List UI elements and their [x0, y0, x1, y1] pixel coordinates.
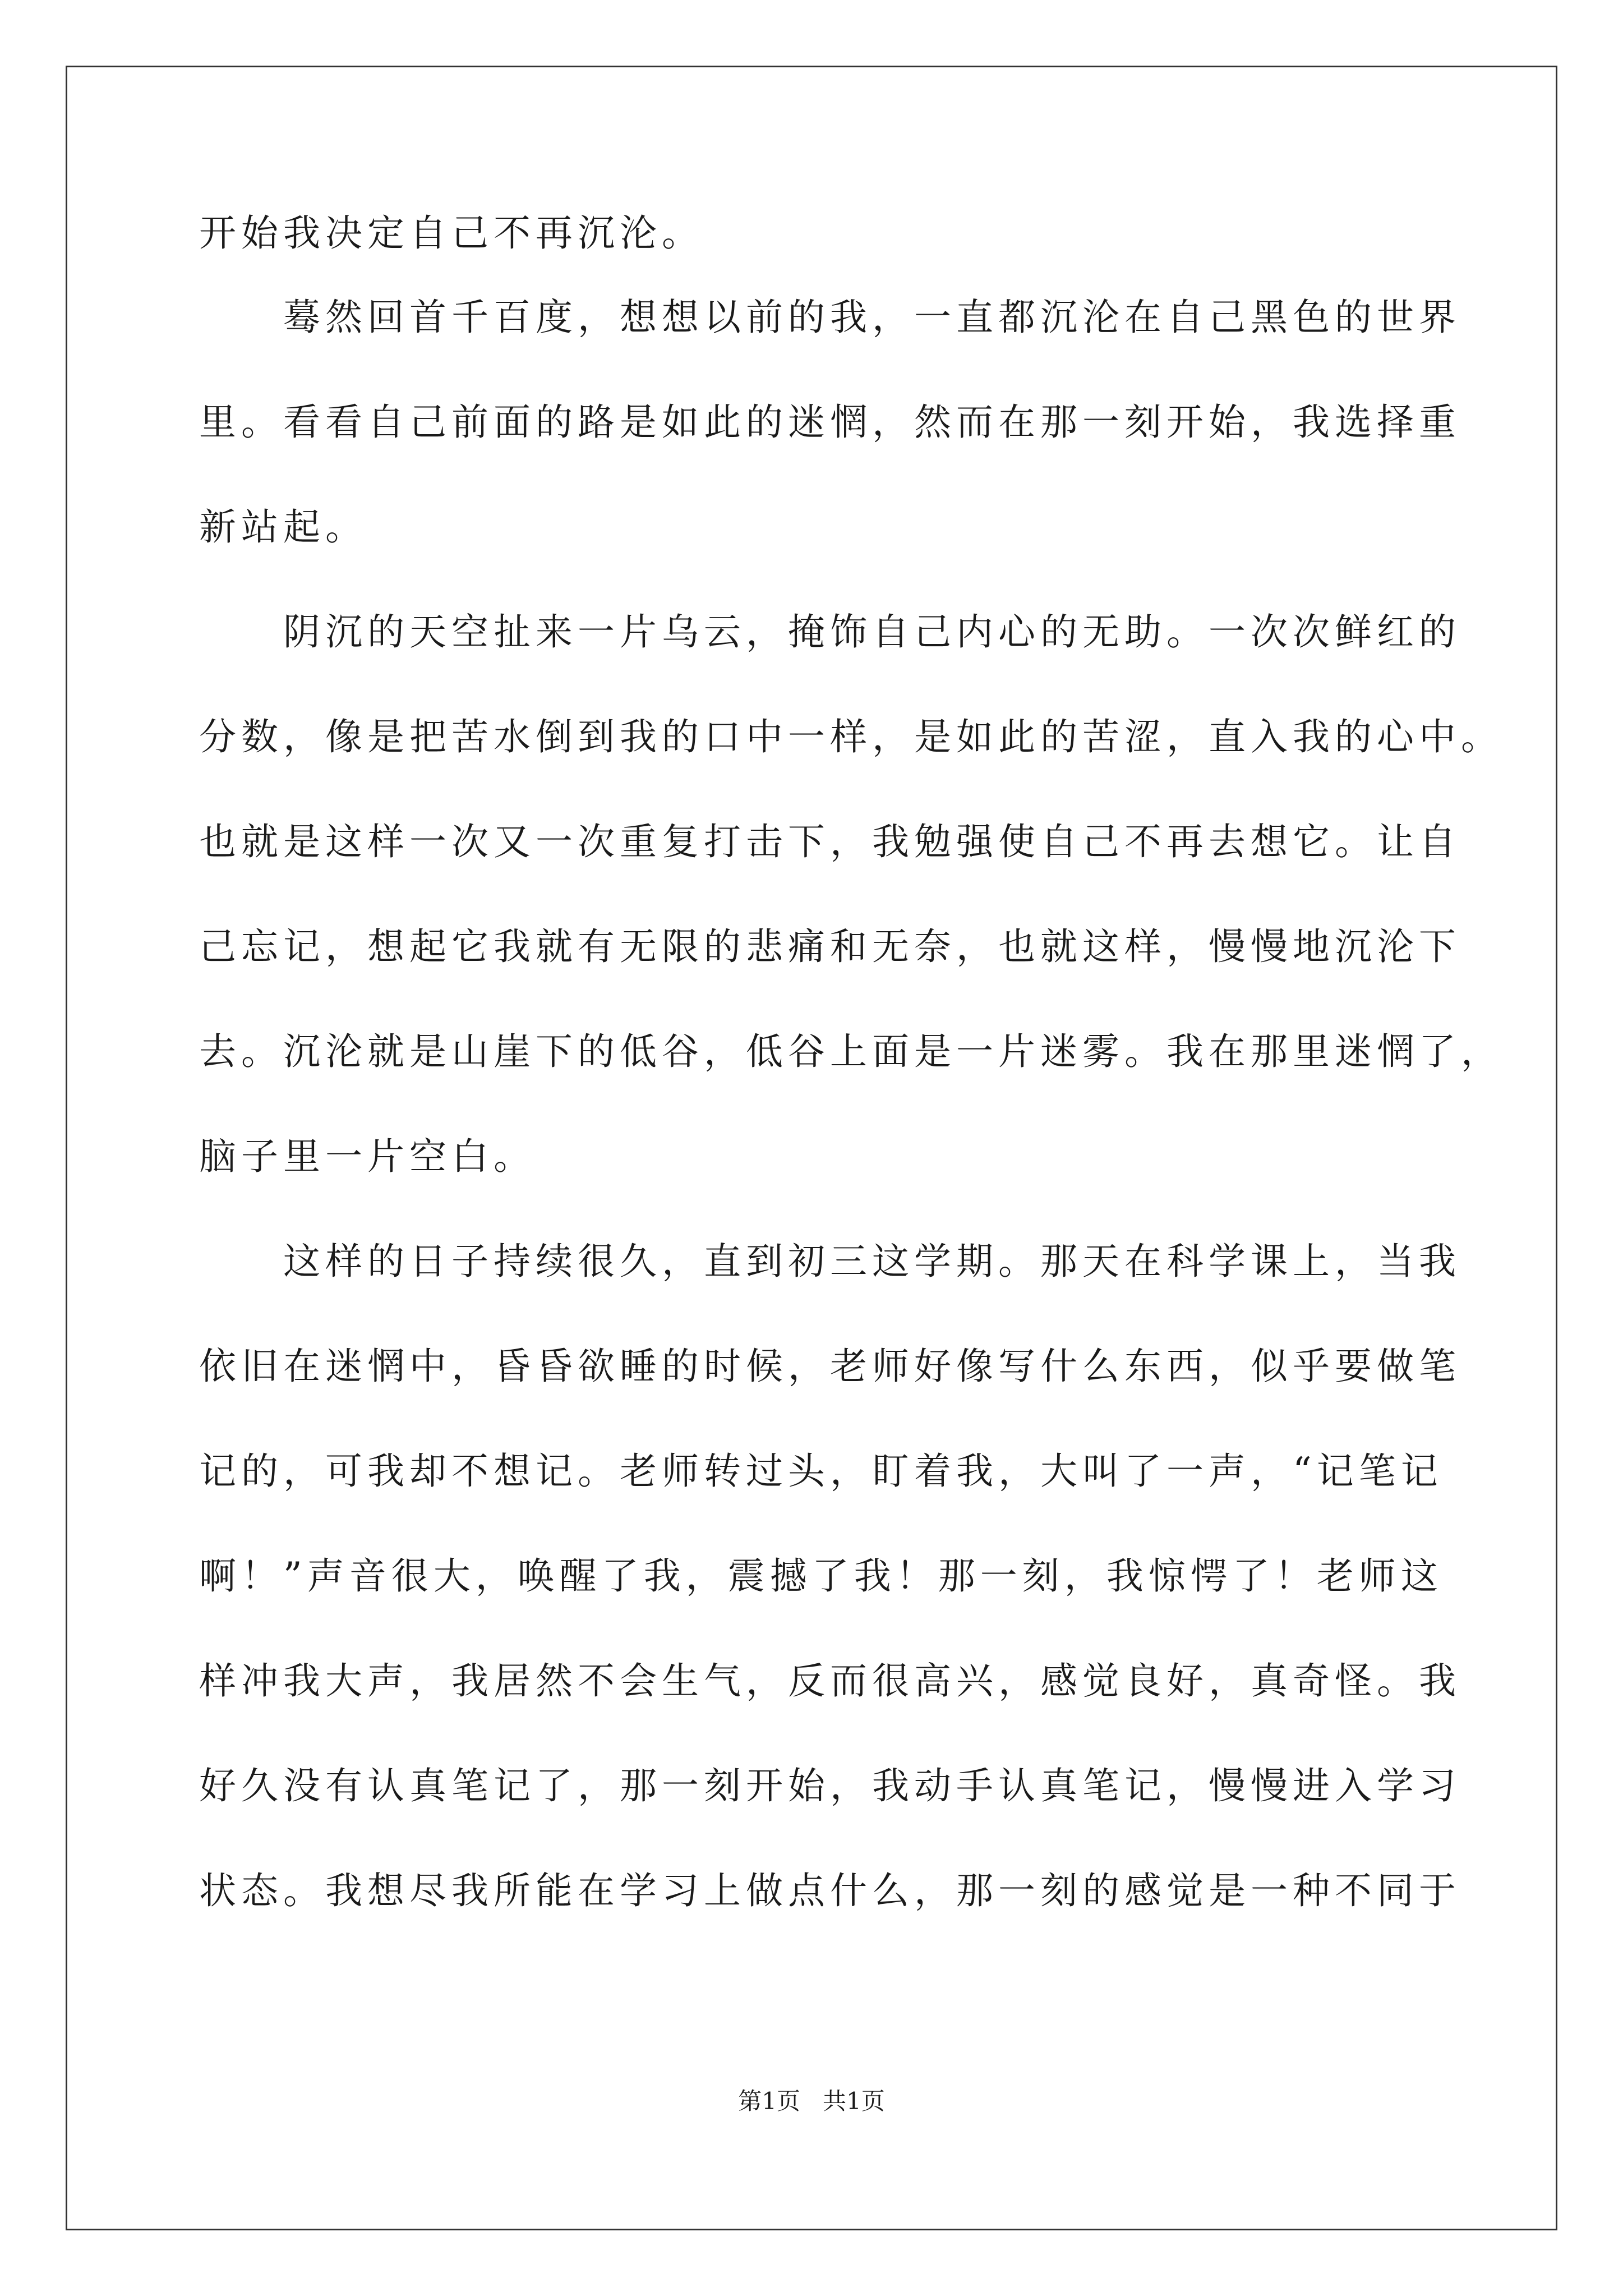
page-number-footer: 第1页 共1页: [738, 2087, 885, 2115]
text-line-1: 开始我决定自己不再沉沦。: [199, 211, 704, 255]
text-line: 己忘记，想起它我就有无限的悲痛和无奈，也就这样，慢慢地沉沦下: [199, 925, 1461, 968]
text-line: 分数，像是把苦水倒到我的口中一样，是如此的苦涩，直入我的心中。: [199, 715, 1503, 758]
text-line: 样冲我大声，我居然不会生气，反而很高兴，感觉良好，真奇怪。我: [199, 1659, 1461, 1703]
paragraph-start-line: 这样的日子持续很久，直到初三这学期。那天在科学课上，当我: [283, 1240, 1461, 1283]
text-line: 也就是这样一次又一次重复打击下，我勉强使自己不再去想它。让自: [199, 820, 1461, 863]
text-line: 里。看看自己前面的路是如此的迷惘，然而在那一刻开始，我选择重: [199, 401, 1461, 444]
text-line: 好久没有认真笔记了，那一刻开始，我动手认真笔记，慢慢进入学习: [199, 1764, 1461, 1807]
paragraph-start-line: 蓦然回首千百度，想想以前的我，一直都沉沦在自己黑色的世界: [283, 296, 1461, 339]
paragraph-start-line: 阴沉的天空扯来一片乌云，掩饰自己内心的无助。一次次鲜红的: [283, 610, 1461, 654]
text-line: 脑子里一片空白。: [199, 1135, 536, 1178]
text-line: 新站起。: [199, 505, 367, 549]
text-line: 状态。我想尽我所能在学习上做点什么，那一刻的感觉是一种不同于: [199, 1869, 1461, 1912]
text-line: 依旧在迷惘中，昏昏欲睡的时候，老师好像写什么东西，似乎要做笔: [199, 1345, 1461, 1388]
text-line: 去。沉沦就是山崖下的低谷，低谷上面是一片迷雾。我在那里迷惘了，: [199, 1030, 1503, 1073]
text-line: 啊！”声音很大，唤醒了我，震撼了我！那一刻，我惊愕了！老师这: [199, 1554, 1443, 1598]
text-line: 记的，可我却不想记。老师转过头，盯着我，大叫了一声，“记笔记: [199, 1450, 1443, 1493]
